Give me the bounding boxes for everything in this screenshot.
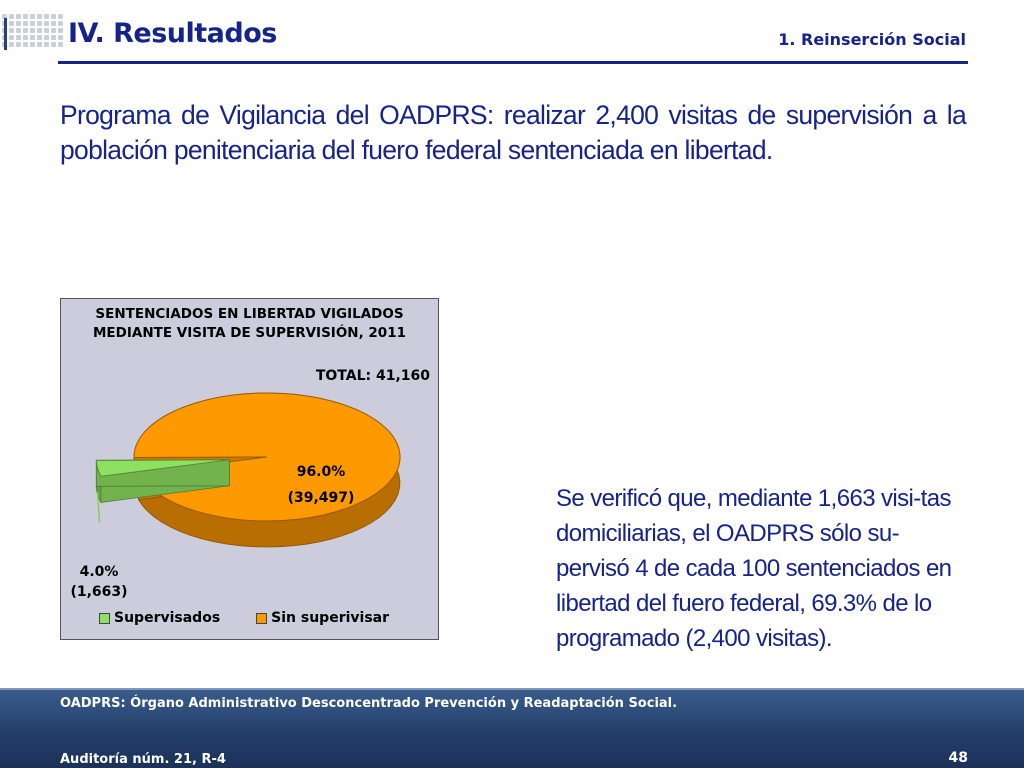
data-label-count-sin-supervisar: (39,497) <box>287 490 355 506</box>
intro-paragraph: Programa de Vigilancia del OADPRS: realizar 2,400 visitas de supervisión a la población penitenciaria del fuero federal sentenciada en libertad. <box>60 100 966 165</box>
title-divider <box>58 61 968 64</box>
logo-dots <box>2 14 64 52</box>
page-title: IV. Resultados <box>68 18 277 49</box>
note-paragraph: Se verificó que, mediante 1,663 visi-tas domiciliarias, el OADPRS sólo su-pervisó 4 de cada 100 sentenciados en libertad del fuero federal, 69.3% de lo programado (2,400 visitas). <box>556 485 952 652</box>
legend-swatch-sin-supervisar <box>256 613 267 624</box>
legend-label-supervisados: Supervisados <box>114 610 221 626</box>
legend-swatch-supervisados <box>99 613 110 624</box>
legend-item-sin-supervisar <box>256 610 389 626</box>
logo-bar <box>4 18 7 50</box>
footer-audit-label: Auditoría núm. 21, R-4 <box>60 752 226 767</box>
pie-chart <box>60 298 439 640</box>
footer-abbreviation-note: OADPRS: Órgano Administrativo Desconcentrado Prevención y Readaptación Social. <box>60 696 678 711</box>
chart-total-label: TOTAL: 41,160 <box>315 368 430 384</box>
footer-bar <box>0 688 1024 768</box>
data-label-count-supervisados: (1,663) <box>70 584 128 600</box>
chart-title: SENTENCIADOS EN LIBERTAD VIGILADOS MEDIANTE VISITA DE SUPERVISIÓN, 2011 <box>92 306 406 341</box>
data-label-percent-supervisados: 4.0% <box>79 564 119 580</box>
data-label-percent-sin-supervisar: 96.0% <box>296 464 346 480</box>
legend-item-supervisados <box>99 610 220 626</box>
pie-slice-sin-supervisar <box>134 393 400 521</box>
chart-legend <box>99 610 389 626</box>
section-label: 1. Reinserción Social <box>778 30 966 49</box>
pie-plot <box>61 299 438 639</box>
legend-label-sin-supervisar: Sin superivisar <box>271 610 390 626</box>
page-number: 48 <box>948 750 968 766</box>
